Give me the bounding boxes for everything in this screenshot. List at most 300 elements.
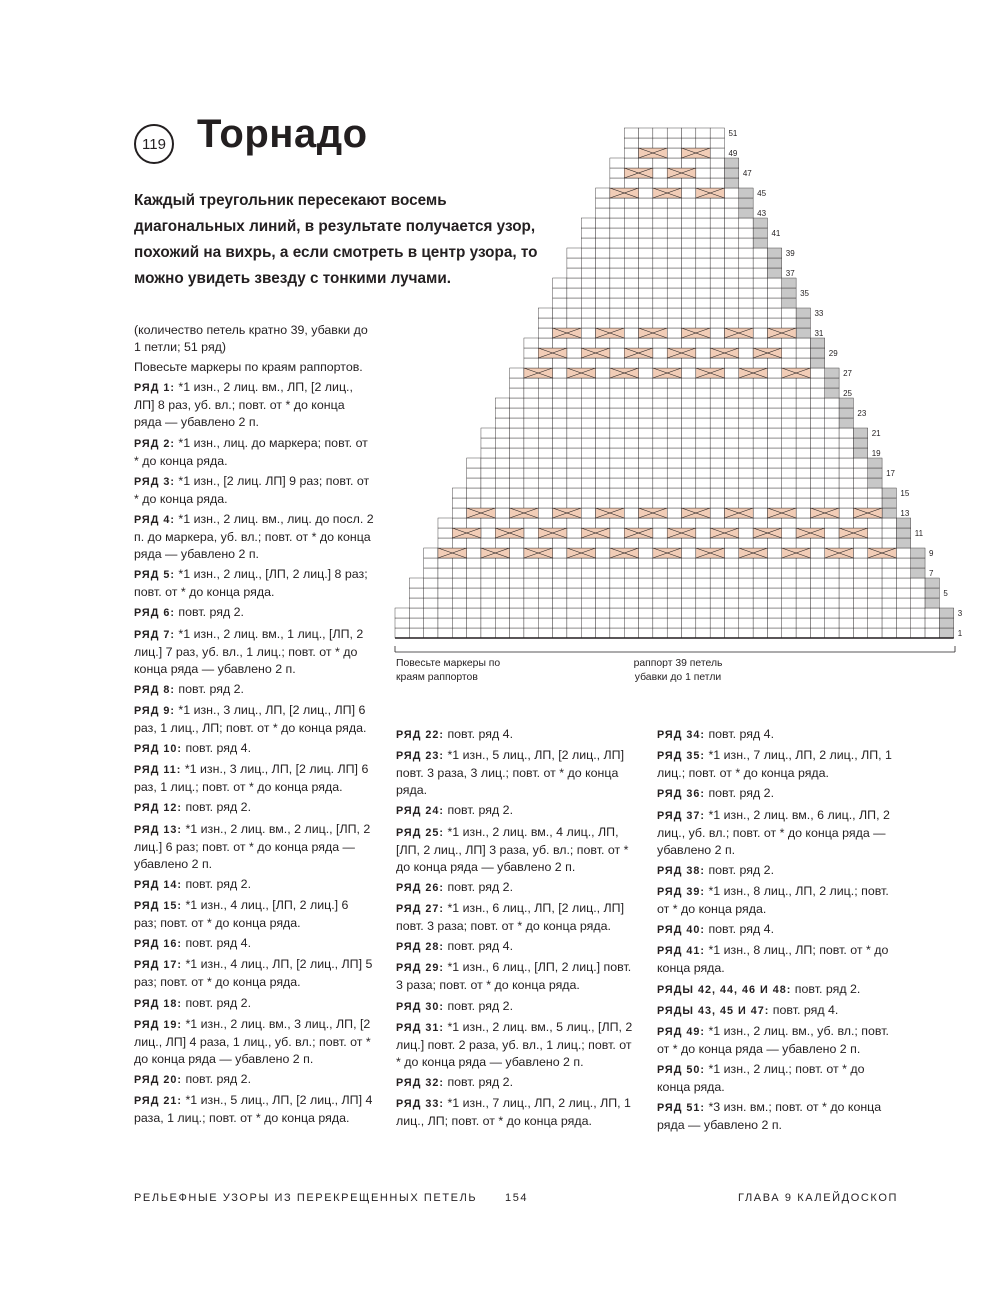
chart-cell	[853, 498, 867, 508]
row-instruction	[134, 740, 374, 758]
chart-cell	[596, 458, 610, 468]
chart-cell	[724, 418, 738, 428]
chart-cell	[782, 618, 796, 628]
row-instruction	[134, 995, 374, 1013]
chart-caption-left: Повесьте маркеры по краям раппортов	[396, 658, 501, 683]
chart-cell	[682, 308, 696, 318]
chart-cell	[653, 558, 667, 568]
chart-cell	[538, 308, 552, 318]
chart-cell	[624, 388, 638, 398]
chart-cell	[696, 128, 710, 138]
row-instruction	[657, 942, 897, 977]
chart-cell	[495, 568, 509, 578]
chart-cell	[538, 358, 552, 368]
chart-cell	[782, 628, 796, 638]
chart-cell	[567, 398, 581, 408]
row-text: повт. ряд 2.	[182, 1071, 252, 1086]
chart-cell	[925, 608, 939, 618]
chart-cell	[596, 418, 610, 428]
row-label: РЯД 24:	[396, 805, 444, 818]
marker-note: Повесьте маркеры по краям раппортов.	[134, 360, 363, 375]
chart-cell	[825, 488, 839, 498]
chart-cell	[868, 578, 882, 588]
chart-cell	[710, 538, 724, 548]
chart-cell	[567, 338, 581, 348]
chart-cell	[467, 598, 481, 608]
chart-cell	[667, 178, 681, 188]
chart-cell	[467, 578, 481, 588]
chart-cell	[753, 568, 767, 578]
chart-cell	[767, 258, 781, 268]
chart-cell	[596, 608, 610, 618]
chart-cell	[639, 418, 653, 428]
chart-cell	[767, 438, 781, 448]
chart-cell	[710, 318, 724, 328]
chart-cell	[667, 258, 681, 268]
chart-cell	[710, 618, 724, 628]
chart-cell	[710, 518, 724, 528]
chart-cell	[753, 628, 767, 638]
row-instruction	[657, 1061, 897, 1096]
chart-cell	[739, 358, 753, 368]
chart-row-number: 27	[843, 369, 853, 378]
chart-cell	[553, 298, 567, 308]
chart-cell	[724, 408, 738, 418]
chart-cell	[653, 478, 667, 488]
chart-cell	[624, 578, 638, 588]
chart-cell	[696, 438, 710, 448]
chart-cell	[767, 488, 781, 498]
chart-cell	[911, 618, 925, 628]
row-instruction	[134, 435, 374, 470]
chart-cell	[596, 388, 610, 398]
row-label: РЯД 28:	[396, 941, 444, 954]
chart-cell	[724, 318, 738, 328]
chart-cell	[467, 468, 481, 478]
chart-cell	[538, 498, 552, 508]
row-text: *1 изн., 2 лиц. вм., лиц. до посл. 2 п. до маркера, уб. вл.; повт. от * до конца ряда — убавлено 2 п.	[134, 511, 374, 561]
chart-cell	[839, 448, 853, 458]
chart-cell	[767, 318, 781, 328]
chart-cell	[510, 468, 524, 478]
chart-cell	[467, 478, 481, 488]
chart-cell	[624, 178, 638, 188]
chart-cell	[624, 478, 638, 488]
chart-cell	[538, 598, 552, 608]
chart-cell	[739, 598, 753, 608]
chart-cell	[682, 578, 696, 588]
chart-cell	[495, 538, 509, 548]
chart-cell	[639, 468, 653, 478]
chart-cell	[553, 488, 567, 498]
chart-cell	[825, 528, 839, 538]
chart-cell	[853, 518, 867, 528]
chart-cell	[653, 398, 667, 408]
chart-cell	[596, 428, 610, 438]
row-label: РЯД 4:	[134, 513, 175, 526]
chart-cell	[495, 468, 509, 478]
chart-cell	[796, 538, 810, 548]
footer-chapter: ГЛАВА 9 КАЛЕЙДОСКОП	[738, 1192, 898, 1204]
chart-cell	[710, 128, 724, 138]
chart-cell	[624, 428, 638, 438]
row-text: повт. ряд 4.	[705, 922, 775, 937]
chart-cell	[596, 198, 610, 208]
chart-cell	[710, 358, 724, 368]
chart-cell	[495, 558, 509, 568]
chart-cell	[481, 518, 495, 528]
chart-cell	[710, 468, 724, 478]
chart-cell	[481, 538, 495, 548]
chart-cell	[667, 268, 681, 278]
chart-cell	[596, 308, 610, 318]
chart-cell	[724, 538, 738, 548]
chart-cell	[467, 558, 481, 568]
chart-cell	[510, 578, 524, 588]
chart-cell	[710, 268, 724, 278]
chart-cell	[538, 448, 552, 458]
chart-cell	[667, 358, 681, 368]
row-label: РЯД 16:	[134, 938, 182, 951]
chart-cell	[696, 398, 710, 408]
chart-cell	[739, 388, 753, 398]
chart-cell	[782, 318, 796, 328]
chart-cell	[596, 218, 610, 228]
chart-cell	[911, 568, 925, 578]
chart-cell	[667, 418, 681, 428]
chart-cell	[624, 468, 638, 478]
chart-cell	[495, 608, 509, 618]
chart-cell	[624, 598, 638, 608]
chart-row-number: 33	[814, 309, 824, 318]
chart-cell	[581, 458, 595, 468]
row-instruction	[657, 1099, 897, 1134]
chart-cell	[667, 278, 681, 288]
chart-cell	[596, 228, 610, 238]
chart-cell	[796, 588, 810, 598]
chart-cell	[782, 588, 796, 598]
chart-cell	[653, 418, 667, 428]
chart-cell	[896, 548, 910, 558]
chart-cell	[495, 478, 509, 488]
chart-cell	[825, 538, 839, 548]
chart-cell	[495, 438, 509, 448]
chart-cell	[710, 568, 724, 578]
chart-cell	[653, 528, 667, 538]
chart-cell	[696, 338, 710, 348]
chart-cell	[567, 598, 581, 608]
chart-cell	[767, 588, 781, 598]
chart-cell	[581, 438, 595, 448]
chart-cell	[553, 538, 567, 548]
row-label: РЯД 22:	[396, 729, 444, 741]
chart-cell	[581, 418, 595, 428]
chart-cell	[796, 558, 810, 568]
chart-cell	[424, 578, 438, 588]
chart-cell	[610, 498, 624, 508]
chart-cell	[524, 428, 538, 438]
chart-cell	[596, 538, 610, 548]
chart-cell	[810, 458, 824, 468]
chart-cell	[796, 628, 810, 638]
chart-cell	[696, 628, 710, 638]
row-instruction	[657, 1023, 897, 1058]
chart-cell	[839, 628, 853, 638]
chart-cell	[481, 478, 495, 488]
chart-cell	[510, 398, 524, 408]
row-instruction	[657, 726, 897, 744]
chart-cell	[610, 258, 624, 268]
chart-cell	[538, 488, 552, 498]
chart-cell	[639, 578, 653, 588]
chart-cell	[796, 338, 810, 348]
chart-cell	[782, 458, 796, 468]
chart-cell	[481, 498, 495, 508]
row-label: РЯД 17:	[134, 959, 182, 972]
chart-cell	[767, 248, 781, 258]
chart-cell	[581, 248, 595, 258]
chart-cell	[839, 508, 853, 518]
chart-cell	[882, 628, 896, 638]
row-label: РЯД 30:	[396, 1000, 444, 1013]
chart-cell	[710, 338, 724, 348]
chart-cell	[567, 628, 581, 638]
row-label: РЯД 11:	[134, 764, 182, 777]
chart-cell	[395, 618, 409, 628]
chart-cell	[553, 398, 567, 408]
chart-cell	[767, 498, 781, 508]
chart-cell	[596, 488, 610, 498]
chart-cell	[653, 308, 667, 318]
chart-cell	[510, 488, 524, 498]
row-text: повт. ряд 2.	[444, 998, 514, 1013]
chart-cell	[667, 468, 681, 478]
chart-cell	[710, 498, 724, 508]
chart-cell	[610, 298, 624, 308]
chart-cell	[524, 518, 538, 528]
chart-cell	[624, 588, 638, 598]
chart-cell	[724, 558, 738, 568]
chart-cell	[510, 498, 524, 508]
chart-cell	[639, 218, 653, 228]
chart-cell	[438, 628, 452, 638]
row-text: *1 изн., лиц. до маркера; повт. от * до конца ряда.	[134, 435, 368, 468]
chart-cell	[596, 188, 610, 198]
chart-cell	[710, 308, 724, 318]
chart-cell	[724, 168, 738, 178]
chart-cell	[438, 538, 452, 548]
chart-cell	[567, 258, 581, 268]
chart-cell	[639, 598, 653, 608]
chart-cell	[467, 498, 481, 508]
chart-cell	[653, 628, 667, 638]
chart-cell	[882, 598, 896, 608]
row-text: *1 изн., 3 лиц., ЛП, [2 лиц. ЛП] 6 раз, 1 лиц.; повт. от * до конца ряда.	[134, 762, 369, 795]
chart-cell	[710, 238, 724, 248]
chart-cell	[667, 398, 681, 408]
chart-cell	[739, 238, 753, 248]
chart-cell	[653, 408, 667, 418]
chart-cell	[610, 358, 624, 368]
chart-cell	[438, 588, 452, 598]
row-label: РЯД 27:	[396, 902, 444, 915]
chart-cell	[581, 508, 595, 518]
chart-cell	[825, 428, 839, 438]
chart-cell	[524, 558, 538, 568]
row-label: РЯД 35:	[657, 750, 705, 763]
chart-cell	[653, 618, 667, 628]
chart-cell	[667, 158, 681, 168]
chart-cell	[452, 538, 466, 548]
chart-cell	[667, 308, 681, 318]
chart-cell	[682, 368, 696, 378]
row-text: *1 изн., 5 лиц., ЛП, [2 лиц., ЛП] 4 раза, 1 лиц.; повт. от * до конца ряда.	[134, 1093, 373, 1126]
chart-cell	[596, 358, 610, 368]
chart-cell	[581, 478, 595, 488]
chart-cell	[581, 598, 595, 608]
chart-cell	[610, 518, 624, 528]
chart-cell	[753, 618, 767, 628]
chart-cell	[696, 308, 710, 318]
chart-cell	[538, 338, 552, 348]
chart-cell	[639, 228, 653, 238]
chart-row-number: 29	[828, 349, 838, 358]
chart-cell	[896, 608, 910, 618]
chart-cell	[796, 348, 810, 358]
chart-cell	[581, 588, 595, 598]
chart-cell	[610, 228, 624, 238]
chart-cell	[653, 318, 667, 328]
chart-cell	[553, 608, 567, 618]
chart-cell	[467, 518, 481, 528]
chart-cell	[739, 478, 753, 488]
chart-cell	[653, 198, 667, 208]
row-text: повт. ряд 2.	[174, 605, 244, 620]
chart-cell	[682, 628, 696, 638]
chart-cell	[524, 498, 538, 508]
chart-cell	[753, 438, 767, 448]
chart-cell	[724, 368, 738, 378]
chart-cell	[639, 158, 653, 168]
chart-cell	[767, 568, 781, 578]
chart-cell	[424, 568, 438, 578]
chart-cell	[610, 178, 624, 188]
chart-cell	[610, 278, 624, 288]
row-text: повт. ряд 2.	[444, 879, 514, 894]
chart-cell	[653, 138, 667, 148]
chart-cell	[796, 608, 810, 618]
chart-cell	[896, 628, 910, 638]
chart-cell	[739, 518, 753, 528]
chart-cell	[567, 278, 581, 288]
chart-cell	[538, 608, 552, 618]
chart-cell	[739, 528, 753, 538]
row-text: *1 изн., 2 лиц. вм., 4 лиц., ЛП, [ЛП, 2 лиц., ЛП] 3 раза, уб. вл.; повт. от * до конца ряда — убавлено 2 п.	[396, 824, 629, 874]
chart-cell	[481, 628, 495, 638]
chart-cell	[467, 458, 481, 468]
chart-cell	[596, 288, 610, 298]
chart-cell	[696, 238, 710, 248]
chart-cell	[481, 608, 495, 618]
chart-cell	[853, 468, 867, 478]
chart-cell	[839, 578, 853, 588]
chart-cell	[667, 228, 681, 238]
chart-cell	[610, 168, 624, 178]
chart-cell	[839, 438, 853, 448]
chart-cell	[538, 438, 552, 448]
chart-cell	[639, 248, 653, 258]
chart-cell	[753, 268, 767, 278]
chart-cell	[438, 558, 452, 568]
chart-cell	[610, 598, 624, 608]
chart-cell	[710, 148, 724, 158]
chart-cell	[810, 478, 824, 488]
chart-cell	[667, 238, 681, 248]
chart-cell	[767, 608, 781, 618]
chart-cell	[882, 518, 896, 528]
chart-cell	[868, 598, 882, 608]
chart-cell	[782, 478, 796, 488]
chart-cell	[853, 558, 867, 568]
chart-cell	[409, 598, 423, 608]
chart-row-number: 49	[728, 149, 738, 158]
chart-cell	[753, 258, 767, 268]
chart-cell	[782, 438, 796, 448]
row-label: РЯД 32:	[396, 1076, 444, 1089]
chart-cell	[409, 618, 423, 628]
chart-cell	[767, 338, 781, 348]
row-text: *1 изн., 2 лиц. вм., 1 лиц., [ЛП, 2 лиц.] 7 раз, уб. вл., 1 лиц.; повт. от * до конца ряда — убавлено 2 п.	[134, 626, 364, 676]
chart-cell	[868, 498, 882, 508]
chart-cell	[610, 588, 624, 598]
page-number: 154	[505, 1192, 529, 1204]
chart-cell	[753, 288, 767, 298]
chart-cell	[810, 358, 824, 368]
chart-cell	[639, 278, 653, 288]
chart-cell	[825, 618, 839, 628]
chart-cell	[682, 488, 696, 498]
chart-cell	[696, 208, 710, 218]
chart-cell	[853, 438, 867, 448]
chart-cell	[553, 478, 567, 488]
chart-cell	[810, 368, 824, 378]
chart-cell	[911, 598, 925, 608]
chart-cell	[581, 218, 595, 228]
chart-cell	[853, 608, 867, 618]
chart-cell	[553, 558, 567, 568]
chart-cell	[639, 378, 653, 388]
chart-cell	[567, 478, 581, 488]
row-instruction	[657, 785, 897, 803]
chart-cell	[538, 458, 552, 468]
chart-cell	[696, 178, 710, 188]
chart-cell	[553, 368, 567, 378]
chart-cell	[653, 468, 667, 478]
row-instruction	[657, 747, 897, 782]
chart-cell	[739, 458, 753, 468]
chart-cell	[696, 198, 710, 208]
chart-cell	[667, 338, 681, 348]
chart-cell	[753, 398, 767, 408]
chart-cell	[882, 508, 896, 518]
chart-cell	[739, 408, 753, 418]
chart-cell	[839, 478, 853, 488]
chart-cell	[767, 308, 781, 318]
chart-cell	[682, 388, 696, 398]
chart-cell	[538, 318, 552, 328]
chart-cell	[939, 618, 953, 628]
chart-cell	[782, 338, 796, 348]
